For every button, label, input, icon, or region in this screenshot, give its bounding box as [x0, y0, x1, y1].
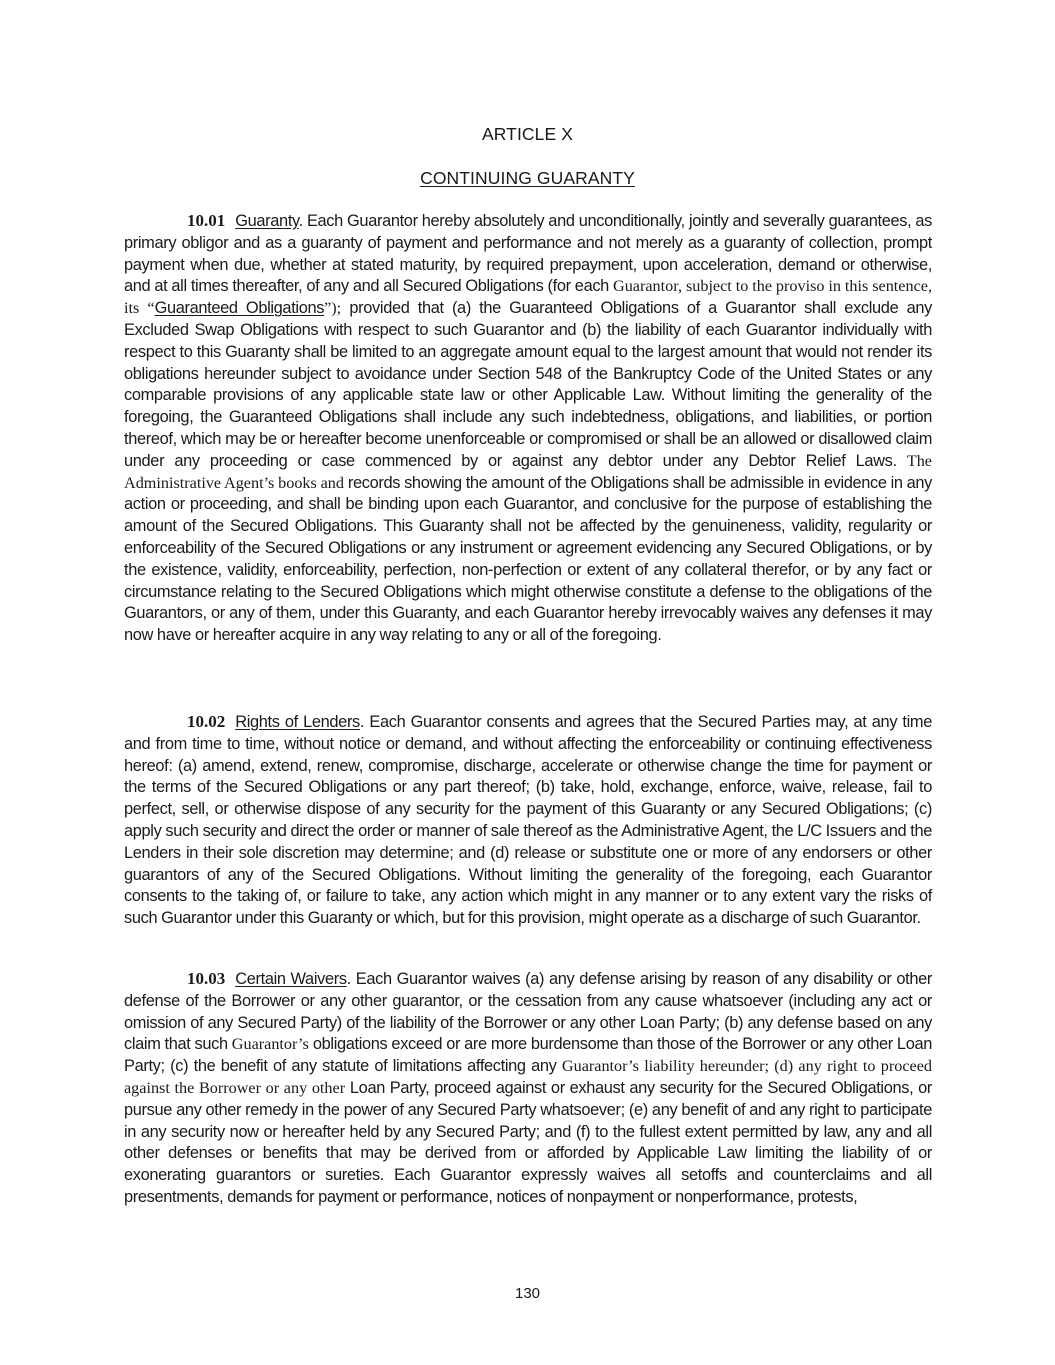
- section-text-serif: The Administrative Agent’s books and: [124, 451, 932, 492]
- section-text-serif: Guarantor’s liability hereunder; (d) any right to proceed against the Borrower or any other: [124, 1057, 932, 1097]
- section-number: 10.02: [187, 712, 226, 731]
- section-text-serif: Guarantor’s: [231, 1035, 309, 1054]
- section-title: Certain Waivers: [235, 970, 347, 988]
- section-text: . Each Guarantor hereby absolutely and unconditionally, jointly and severally guarantees, as primary obligor and as a guaranty of payment and performance and not merely as a guaranty of collection, prompt payment when due, whether at stated maturity, by required prepayment, upon acceleration, demand or otherwise, and at all times thereafter, of any and all Secured Obligations (for each: [124, 212, 932, 296]
- section-10-02: [124, 711, 932, 930]
- section-text-serif: Guarantor, subject to the proviso in this sentence, its “: [124, 277, 932, 318]
- defined-term: Guaranteed Obligations: [154, 299, 325, 318]
- section-number: 10.01: [187, 211, 226, 230]
- section-title: Rights of Lenders: [235, 713, 360, 731]
- section-text: . Each Guarantor waives (a) any defense arising by reason of any disability or other defense of the Borrower or any other guarantor, or the cessation from any cause whatsoever (including any act or omission of any Secured Party) of the liability of the Borrower or any other Loan Party; (b) any defense based on any claim that such: [124, 970, 932, 1054]
- section-title: Guaranty: [235, 212, 299, 230]
- section-text: Loan Party, proceed against or exhaust any security for the Secured Obligations, or pursue any other remedy in the power of any Secured Party whatsoever; (e) any benefit of and any right to participate in any security now or hereafter held by any Secured Party; and (f) to the fullest extent permitted by law, any and all other defenses or benefits that may be derived from or afforded by Applicable Law limiting the liability of or exonerating guarantors or sureties. Each Guarantor expressly waives all setoffs and counterclaims and all presentments, demands for payment or performance, notices of nonpayment or nonperformance, protests,: [124, 1078, 932, 1206]
- article-subtitle: [0, 168, 1055, 189]
- section-text-serif: ”);: [324, 299, 342, 318]
- section-10-03: [124, 968, 932, 1209]
- section-text: records showing the amount of the Obligations shall be admissible in evidence in any action or proceeding, and shall be binding upon each Guarantor, and conclusive for the purpose of establishing the amount of the Secured Obligations. This Guaranty shall not be affected by the genuineness, validity, regularity or enforceability of the Secured Obligations or any instrument or agreement evidencing any Secured Obligations, or by the existence, validity, enforceability, perfection, non-perfection or extent of any collateral therefor, or by any fact or circumstance relating to the Secured Obligations which might otherwise constitute a defense to the obligations of the Guarantors, or any of them, under this Guaranty, and each Guarantor hereby irrevocably waives any defenses it may now have or hereafter acquire in any way relating to any or all of the foregoing.: [124, 473, 932, 645]
- article-title: ARTICLE X: [481, 124, 574, 144]
- page-number: 130: [514, 1285, 541, 1302]
- section-text: obligations exceed or are more burdensome than those of the Borrower or any other Loan Party; (c) the benefit of any statute of limitations affecting any: [124, 1035, 932, 1076]
- section-10-01: [124, 210, 932, 647]
- section-number: 10.03: [187, 969, 226, 988]
- section-text: provided that (a) the Guaranteed Obligations of a Guarantor shall exclude any Excluded Swap Obligations with respect to such Guarantor and (b) the liability of each Guarantor individually with respect to this Guaranty shall be limited to an aggregate amount equal to the largest amount that would not render its obligations hereunder subject to avoidance under Section 548 of the Bankruptcy Code of the United States or any comparable provisions of any applicable state law or other Applicable Law. Without limiting the generality of the foregoing, the Guaranteed Obligations shall include any such indebtedness, obligations, and liabilities, or portion thereof, which may be or hereafter become unenforceable or compromised or shall be an allowed or disallowed claim under any proceeding or case commenced by or against any debtor under any Debtor Relief Laws.: [124, 299, 932, 470]
- article-subtitle-text: CONTINUING GUARANTY: [420, 168, 635, 188]
- section-text: . Each Guarantor consents and agrees that the Secured Parties may, at any time and from time to time, without notice or demand, and without affecting the enforceability or continuing effectiveness hereof: (a) amend, extend, renew, compromise, discharge, accelerate or otherwise change the time for payment or the terms of the Secured Obligations or any part thereof; (b) take, hold, exchange, enforce, waive, release, fail to perfect, sell, or otherwise dispose of any security for the payment of this Guaranty or any Secured Obligations; (c) apply such security and direct the order or manner of sale thereof as the Administrative Agent, the L/C Issuers and the Lenders in their sole discretion may determine; and (d) release or substitute one or more of any endorsers or other guarantors of any of the Secured Obligations. Without limiting the generality of the foregoing, each Guarantor consents to the taking of, or failure to take, any action which might in any manner or to any extent vary the risks of such Guarantor under this Guaranty or which, but for this provision, might operate as a discharge of such Guarantor.: [124, 713, 932, 928]
